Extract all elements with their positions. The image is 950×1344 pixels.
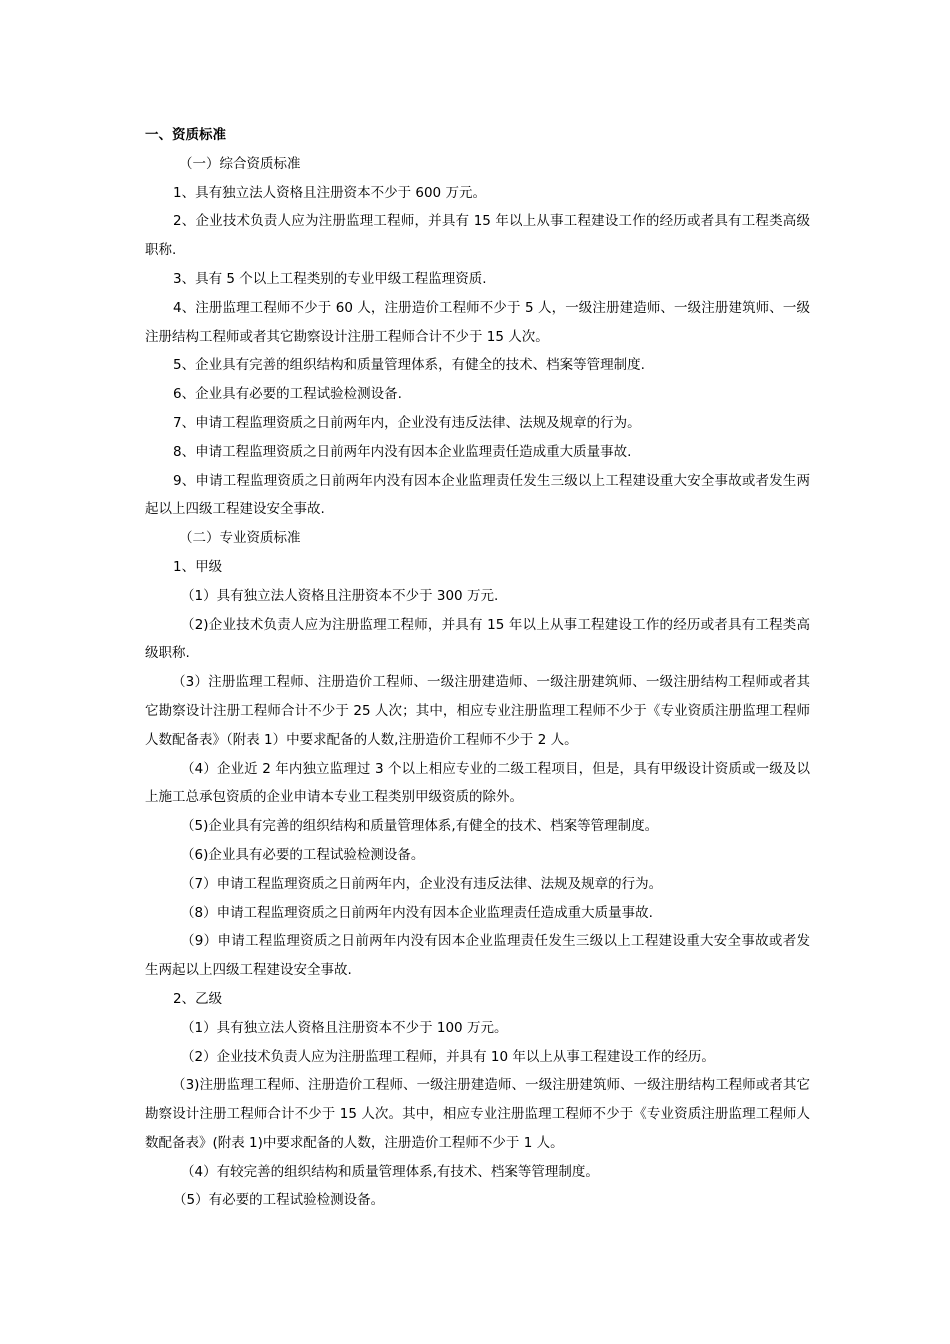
paragraph: （6)企业具有必要的工程试验检测设备。 (181, 846, 425, 863)
subsection-title: 2、乙级 (173, 990, 223, 1007)
paragraph: 6、企业具有必要的工程试验检测设备. (173, 386, 402, 403)
paragraph: （4）有较完善的组织结构和质量管理体系,有技术、档案等管理制度。 (181, 1163, 599, 1180)
paragraph: （3)注册监理工程师、注册造价工程师、一级注册建造师、一级注册建筑师、一级注册结构工程师或者其它勘察设计注册工程师合计不少于 15 人次。其中，相应专业注册监理工程师不少于《专业资质注册监理工程师人数配备表》(附表 1)中要求配备的人数，注册造价工程师不少于 1 人。 (145, 1077, 810, 1151)
paragraph: （1）具有独立法人资格且注册资本不少于 100 万元。 (181, 1019, 508, 1036)
paragraph: （5）有必要的工程试验检测设备。 (173, 1192, 385, 1209)
paragraph: 4、注册监理工程师不少于 60 人，注册造价工程师不少于 5 人，一级注册建造师、一级注册建筑师、一级注册结构工程师或者其它勘察设计注册工程师合计不少于 15 人次。 (145, 299, 810, 345)
paragraph: 7、申请工程监理资质之日前两年内，企业没有违反法律、法规及规章的行为。 (173, 414, 641, 431)
paragraph: （8）申请工程监理资质之日前两年内没有因本企业监理责任造成重大质量事故. (181, 904, 653, 921)
paragraph: 3、具有 5 个以上工程类别的专业甲级工程监理资质. (173, 270, 487, 287)
paragraph: 1、具有独立法人资格且注册资本不少于 600 万元。 (173, 184, 486, 201)
section-title: （一）综合资质标准 (179, 155, 301, 172)
paragraph: （5)企业具有完善的组织结构和质量管理体系,有健全的技术、档案等管理制度。 (181, 818, 659, 835)
paragraph: 9、申请工程监理资质之日前两年内没有因本企业监理责任发生三级以上工程建设重大安全事故或者发生两起以上四级工程建设安全事故. (145, 472, 810, 518)
page-heading: 一、资质标准 (145, 127, 226, 143)
subsection-title: 1、甲级 (173, 558, 223, 575)
section-title: （二）专业资质标准 (179, 530, 301, 547)
paragraph: （7）申请工程监理资质之日前两年内，企业没有违反法律、法规及规章的行为。 (181, 875, 663, 892)
paragraph: （3）注册监理工程师、注册造价工程师、一级注册建造师、一级注册建筑师、一级注册结构工程师或者其它勘察设计注册工程师合计不少于 25 人次；其中，相应专业注册监理工程师不少于《专业资质注册监理工程师人数配备表》（附表 1）中要求配备的人数,注册造价工程师不少于 2 人。 (145, 674, 810, 748)
paragraph: （1）具有独立法人资格且注册资本不少于 300 万元. (181, 587, 499, 604)
paragraph: 8、申请工程监理资质之日前两年内没有因本企业监理责任造成重大质量事故. (173, 443, 632, 460)
paragraph: （2)企业技术负责人应为注册监理工程师，并具有 15 年以上从事工程建设工作的经历或者具有工程类高级职称. (145, 616, 810, 662)
paragraph: 2、企业技术负责人应为注册监理工程师，并具有 15 年以上从事工程建设工作的经历或者具有工程类高级职称. (145, 213, 810, 259)
document-body (145, 121, 810, 1215)
paragraph: （9）申请工程监理资质之日前两年内没有因本企业监理责任发生三级以上工程建设重大安全事故或者发生两起以上四级工程建设安全事故. (145, 933, 810, 979)
paragraph: （4）企业近 2 年内独立监理过 3 个以上相应专业的二级工程项目，但是，具有甲级设计资质或一级及以上施工总承包资质的企业申请本专业工程类别甲级资质的除外。 (145, 760, 810, 806)
paragraph: 5、企业具有完善的组织结构和质量管理体系，有健全的技术、档案等管理制度. (173, 357, 645, 374)
paragraph: （2）企业技术负责人应为注册监理工程师，并具有 10 年以上从事工程建设工作的经历。 (181, 1048, 715, 1065)
